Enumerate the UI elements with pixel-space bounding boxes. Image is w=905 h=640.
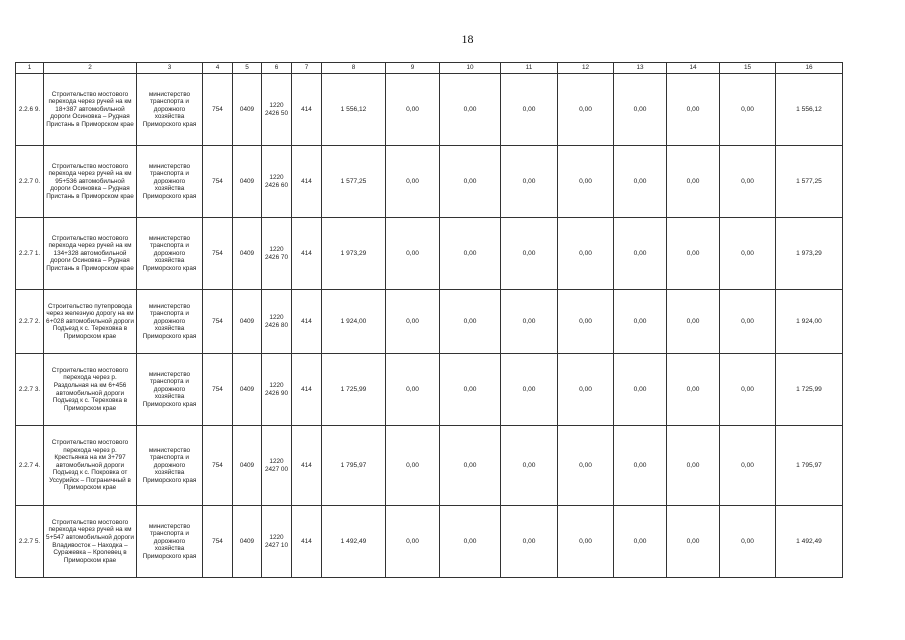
cell-col-6: 1220 2426 90 — [262, 354, 292, 426]
column-header: 10 — [440, 63, 501, 74]
cell-col-5: 0409 — [233, 146, 262, 218]
cell-col-13: 0,00 — [614, 426, 667, 506]
cell-col-12: 0,00 — [558, 218, 614, 290]
cell-row-code: 2.2.7 1. — [16, 218, 44, 290]
cell-organization: министерство транспорта и дорожного хозяйства Приморского края — [137, 218, 203, 290]
cell-col-13: 0,00 — [614, 218, 667, 290]
cell-col-10: 0,00 — [440, 146, 501, 218]
cell-col-8: 1 795,97 — [322, 426, 386, 506]
cell-col-16: 1 725,99 — [776, 354, 843, 426]
cell-col-6: 1220 2427 00 — [262, 426, 292, 506]
table-row — [16, 426, 843, 506]
cell-col-12: 0,00 — [558, 146, 614, 218]
cell-col-10: 0,00 — [440, 506, 501, 578]
cell-project-name: Строительство мостового перехода через ручей на км 18+387 автомобильной дороги Осиновка – Рудная Пристань в Приморском крае — [44, 74, 137, 146]
column-header: 11 — [501, 63, 558, 74]
cell-col-6: 1220 2426 80 — [262, 290, 292, 354]
table-row — [16, 218, 843, 290]
cell-col-14: 0,00 — [667, 218, 720, 290]
cell-col-10: 0,00 — [440, 218, 501, 290]
cell-col-15: 0,00 — [720, 218, 776, 290]
cell-project-name: Строительство мостового перехода через ручей на км 5+547 автомобильной дороги Владивосток – Находка – Суражевка – Кролевец в Приморском крае — [44, 506, 137, 578]
cell-col-7: 414 — [292, 426, 322, 506]
table-row — [16, 74, 843, 146]
cell-organization: министерство транспорта и дорожного хозяйства Приморского края — [137, 290, 203, 354]
cell-col-6: 1220 2427 10 — [262, 506, 292, 578]
column-header: 3 — [137, 63, 203, 74]
cell-col-4: 754 — [203, 218, 233, 290]
cell-col-16: 1 795,97 — [776, 426, 843, 506]
cell-col-15: 0,00 — [720, 506, 776, 578]
cell-organization: министерство транспорта и дорожного хозяйства Приморского края — [137, 506, 203, 578]
cell-col-11: 0,00 — [501, 290, 558, 354]
cell-col-13: 0,00 — [614, 354, 667, 426]
cell-organization: министерство транспорта и дорожного хозяйства Приморского края — [137, 354, 203, 426]
cell-col-12: 0,00 — [558, 506, 614, 578]
cell-col-14: 0,00 — [667, 426, 720, 506]
cell-project-name: Строительство мостового перехода через ручей на км 134+328 автомобильной дороги Осиновка – Рудная Пристань в Приморском крае — [44, 218, 137, 290]
cell-col-4: 754 — [203, 354, 233, 426]
cell-col-13: 0,00 — [614, 146, 667, 218]
column-header: 13 — [614, 63, 667, 74]
cell-col-8: 1 973,29 — [322, 218, 386, 290]
cell-col-12: 0,00 — [558, 74, 614, 146]
column-header: 6 — [262, 63, 292, 74]
cell-col-15: 0,00 — [720, 354, 776, 426]
cell-col-4: 754 — [203, 506, 233, 578]
cell-col-16: 1 492,49 — [776, 506, 843, 578]
header-row — [16, 63, 843, 74]
cell-col-8: 1 556,12 — [322, 74, 386, 146]
cell-col-7: 414 — [292, 290, 322, 354]
cell-col-4: 754 — [203, 290, 233, 354]
cell-col-8: 1 492,49 — [322, 506, 386, 578]
cell-col-7: 414 — [292, 506, 322, 578]
column-header: 9 — [386, 63, 440, 74]
cell-col-7: 414 — [292, 146, 322, 218]
cell-col-15: 0,00 — [720, 146, 776, 218]
cell-col-11: 0,00 — [501, 354, 558, 426]
column-header: 16 — [776, 63, 843, 74]
cell-col-5: 0409 — [233, 74, 262, 146]
cell-organization: министерство транспорта и дорожного хозяйства Приморского края — [137, 426, 203, 506]
cell-col-16: 1 556,12 — [776, 74, 843, 146]
cell-col-13: 0,00 — [614, 74, 667, 146]
cell-row-code: 2.2.7 2. — [16, 290, 44, 354]
cell-col-9: 0,00 — [386, 290, 440, 354]
cell-col-7: 414 — [292, 74, 322, 146]
cell-col-5: 0409 — [233, 354, 262, 426]
column-header: 1 — [16, 63, 44, 74]
cell-col-14: 0,00 — [667, 506, 720, 578]
cell-col-8: 1 577,25 — [322, 146, 386, 218]
cell-col-14: 0,00 — [667, 290, 720, 354]
cell-col-5: 0409 — [233, 290, 262, 354]
table-row — [16, 506, 843, 578]
cell-col-10: 0,00 — [440, 354, 501, 426]
cell-col-9: 0,00 — [386, 426, 440, 506]
cell-col-10: 0,00 — [440, 426, 501, 506]
cell-project-name: Строительство мостового перехода через ручей на км 95+536 автомобильной дороги Осиновка – Рудная Пристань в Приморском крае — [44, 146, 137, 218]
cell-col-13: 0,00 — [614, 290, 667, 354]
column-header: 15 — [720, 63, 776, 74]
cell-organization: министерство транспорта и дорожного хозяйства Приморского края — [137, 146, 203, 218]
cell-col-13: 0,00 — [614, 506, 667, 578]
cell-col-9: 0,00 — [386, 354, 440, 426]
cell-row-code: 2.2.7 4. — [16, 426, 44, 506]
cell-col-7: 414 — [292, 218, 322, 290]
table-row — [16, 354, 843, 426]
cell-col-14: 0,00 — [667, 146, 720, 218]
cell-col-4: 754 — [203, 74, 233, 146]
cell-col-16: 1 973,29 — [776, 218, 843, 290]
cell-col-16: 1 924,00 — [776, 290, 843, 354]
cell-col-14: 0,00 — [667, 74, 720, 146]
column-header: 14 — [667, 63, 720, 74]
cell-col-11: 0,00 — [501, 426, 558, 506]
table-body — [16, 74, 843, 578]
cell-col-16: 1 577,25 — [776, 146, 843, 218]
budget-table — [15, 62, 843, 578]
cell-col-9: 0,00 — [386, 146, 440, 218]
cell-col-8: 1 725,99 — [322, 354, 386, 426]
cell-col-9: 0,00 — [386, 506, 440, 578]
cell-col-5: 0409 — [233, 426, 262, 506]
cell-row-code: 2.2.7 3. — [16, 354, 44, 426]
cell-row-code: 2.2.7 0. — [16, 146, 44, 218]
cell-col-6: 1220 2426 60 — [262, 146, 292, 218]
cell-col-12: 0,00 — [558, 354, 614, 426]
cell-col-12: 0,00 — [558, 426, 614, 506]
cell-col-10: 0,00 — [440, 290, 501, 354]
column-header: 5 — [233, 63, 262, 74]
cell-col-6: 1220 2426 50 — [262, 74, 292, 146]
cell-col-11: 0,00 — [501, 74, 558, 146]
cell-col-12: 0,00 — [558, 290, 614, 354]
cell-col-4: 754 — [203, 426, 233, 506]
cell-organization: министерство транспорта и дорожного хозяйства Приморского края — [137, 74, 203, 146]
cell-row-code: 2.2.6 9. — [16, 74, 44, 146]
column-header: 2 — [44, 63, 137, 74]
cell-col-11: 0,00 — [501, 506, 558, 578]
cell-col-15: 0,00 — [720, 74, 776, 146]
cell-col-9: 0,00 — [386, 218, 440, 290]
cell-project-name: Строительство мостового перехода через р. Раздольная на км 6+456 автомобильной дороги Подъезд к с. Тереховка в Приморском крае — [44, 354, 137, 426]
table-row — [16, 290, 843, 354]
column-header: 7 — [292, 63, 322, 74]
cell-row-code: 2.2.7 5. — [16, 506, 44, 578]
column-header: 8 — [322, 63, 386, 74]
cell-col-10: 0,00 — [440, 74, 501, 146]
cell-col-9: 0,00 — [386, 74, 440, 146]
cell-col-6: 1220 2426 70 — [262, 218, 292, 290]
cell-col-15: 0,00 — [720, 290, 776, 354]
cell-col-8: 1 924,00 — [322, 290, 386, 354]
table-row — [16, 146, 843, 218]
page-number: 18 — [461, 32, 474, 46]
cell-col-11: 0,00 — [501, 218, 558, 290]
cell-col-14: 0,00 — [667, 354, 720, 426]
cell-col-5: 0409 — [233, 506, 262, 578]
cell-col-5: 0409 — [233, 218, 262, 290]
cell-col-4: 754 — [203, 146, 233, 218]
cell-col-15: 0,00 — [720, 426, 776, 506]
column-header: 12 — [558, 63, 614, 74]
column-header: 4 — [203, 63, 233, 74]
cell-col-11: 0,00 — [501, 146, 558, 218]
cell-col-7: 414 — [292, 354, 322, 426]
cell-project-name: Строительство путепровода через железную дорогу на км 6+028 автомобильной дороги Подъезд к с. Тереховка в Приморском крае — [44, 290, 137, 354]
cell-project-name: Строительство мостового перехода через р. Крестьянка на км 3+797 автомобильной дороги Подъезд к с. Покровка от Уссурийск – Пограничный в Приморском крае — [44, 426, 137, 506]
